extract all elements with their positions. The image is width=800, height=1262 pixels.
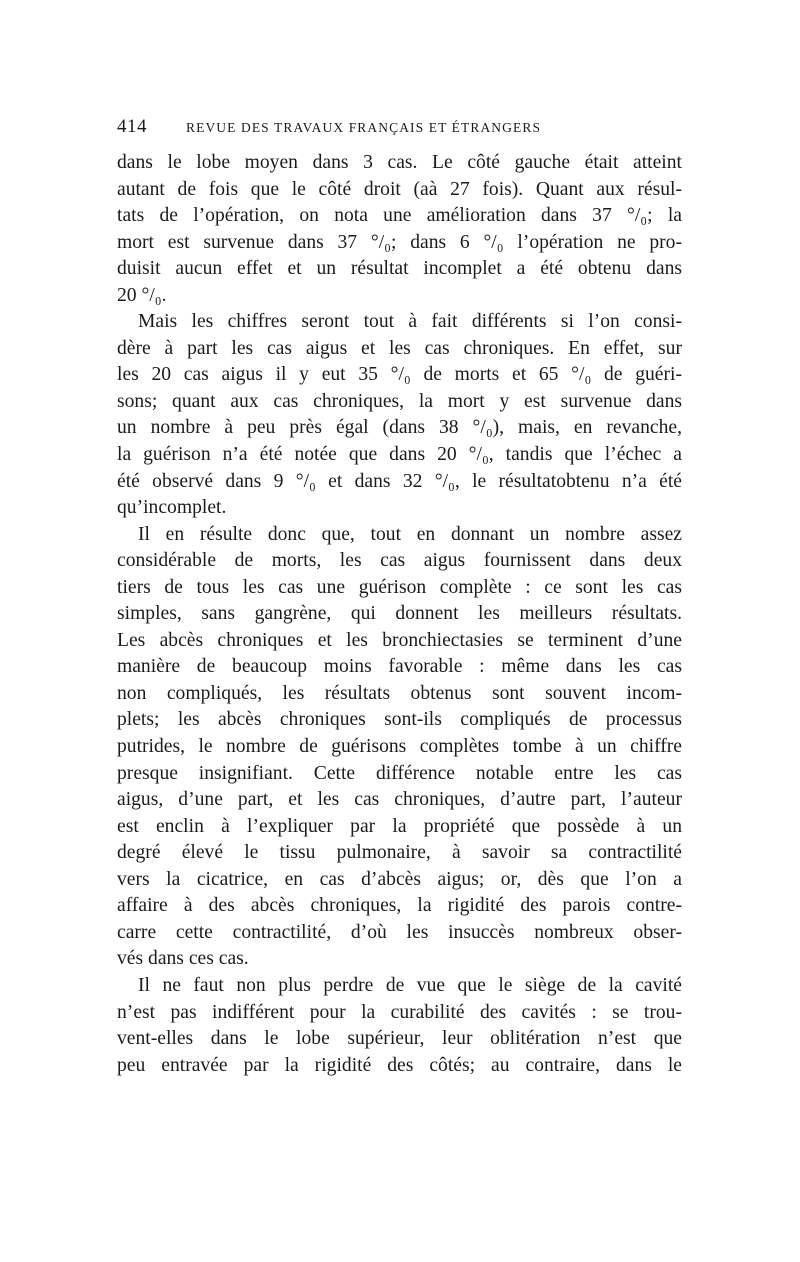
running-head: REVUE DES TRAVAUX FRANÇAIS ET ÉTRANGERS (186, 120, 542, 135)
text-line: autant de fois que le côté droit (aà 27 fois). Quant aux résul- (117, 178, 682, 200)
text-line: vés dans ces cas. (117, 948, 249, 970)
paragraph-2 (117, 309, 682, 521)
text-line: les 20 cas aigus il y eut 35 °/₀ de morts et 65 °/₀ de guéri- (117, 364, 682, 386)
text-line: putrides, le nombre de guérisons complètes tombe à un chiffre (117, 736, 682, 758)
text-line: presque insignifiant. Cette différence notable entre les cas (117, 762, 682, 784)
text-line: considérable de morts, les cas aigus fournissent dans deux (117, 550, 682, 572)
page-header (117, 116, 682, 144)
text-line: sons; quant aux cas chroniques, la mort y est survenue dans (117, 390, 682, 412)
text-line: mort est survenue dans 37 °/₀; dans 6 °/₀ l’opération ne pro- (117, 231, 682, 253)
text-line: Il en résulte donc que, tout en donnant un nombre assez (138, 523, 682, 545)
text-line: la guérison n’a été notée que dans 20 °/₀, tandis que l’échec a (117, 444, 682, 466)
text-line: Les abcès chroniques et les bronchiectasies se terminent d’une (117, 629, 682, 651)
text-line: dans le lobe moyen dans 3 cas. Le côté gauche était atteint (117, 152, 682, 173)
text-line: 20 °/₀. (117, 284, 167, 306)
text-line: vers la cicatrice, en cas d’abcès aigus; or, dès que l’on a (117, 868, 682, 890)
text-line: tiers de tous les cas une guérison complète : ce sont les cas (117, 576, 682, 598)
paragraph-4 (117, 973, 682, 1079)
text-line: un nombre à peu près égal (dans 38 °/₀), mais, en revanche, (117, 417, 682, 439)
text-line: manière de beaucoup moins favorable : même dans les cas (117, 656, 682, 678)
text-line: est enclin à l’expliquer par la propriété que possède à un (117, 815, 682, 837)
text-line: plets; les abcès chroniques sont-ils compliqués de processus (117, 709, 682, 731)
text-line: Mais les chiffres seront tout à fait différents si l’on consi- (138, 311, 682, 333)
text-line: peu entravée par la rigidité des côtés; au contraire, dans le (117, 1054, 682, 1076)
text-line: carre cette contractilité, d’où les insuccès nombreux obser- (117, 921, 682, 943)
text-line: affaire à des abcès chroniques, la rigidité des parois contre- (117, 895, 682, 917)
text-line: simples, sans gangrène, qui donnent les meilleurs résultats. (117, 603, 682, 625)
paragraph-1 (117, 150, 682, 309)
body-text (117, 150, 682, 1079)
text-line: duisit aucun effet et un résultat incomplet a été obtenu dans (117, 258, 682, 280)
paragraph-3 (117, 522, 682, 973)
text-line: Il ne faut non plus perdre de vue que le siège de la cavité (138, 974, 682, 996)
text-line: été observé dans 9 °/₀ et dans 32 °/₀, le résultatobtenu n’a été (117, 470, 682, 492)
text-line: degré élevé le tissu pulmonaire, à savoir sa contractilité (117, 842, 682, 864)
text-line: aigus, d’une part, et les cas chroniques, d’autre part, l’auteur (117, 789, 682, 811)
text-line: tats de l’opération, on nota une amélioration dans 37 °/₀; la (117, 205, 682, 227)
text-line: qu’incomplet. (117, 497, 227, 519)
text-line: n’est pas indifférent pour la curabilité des cavités : se trou- (117, 1001, 682, 1023)
text-line: vent-elles dans le lobe supérieur, leur oblitération n’est que (117, 1028, 682, 1050)
text-line: dère à part les cas aigus et les cas chroniques. En effet, sur (117, 337, 682, 359)
text-line: non compliqués, les résultats obtenus sont souvent incom- (117, 682, 682, 704)
page-number: 414 (117, 116, 147, 137)
